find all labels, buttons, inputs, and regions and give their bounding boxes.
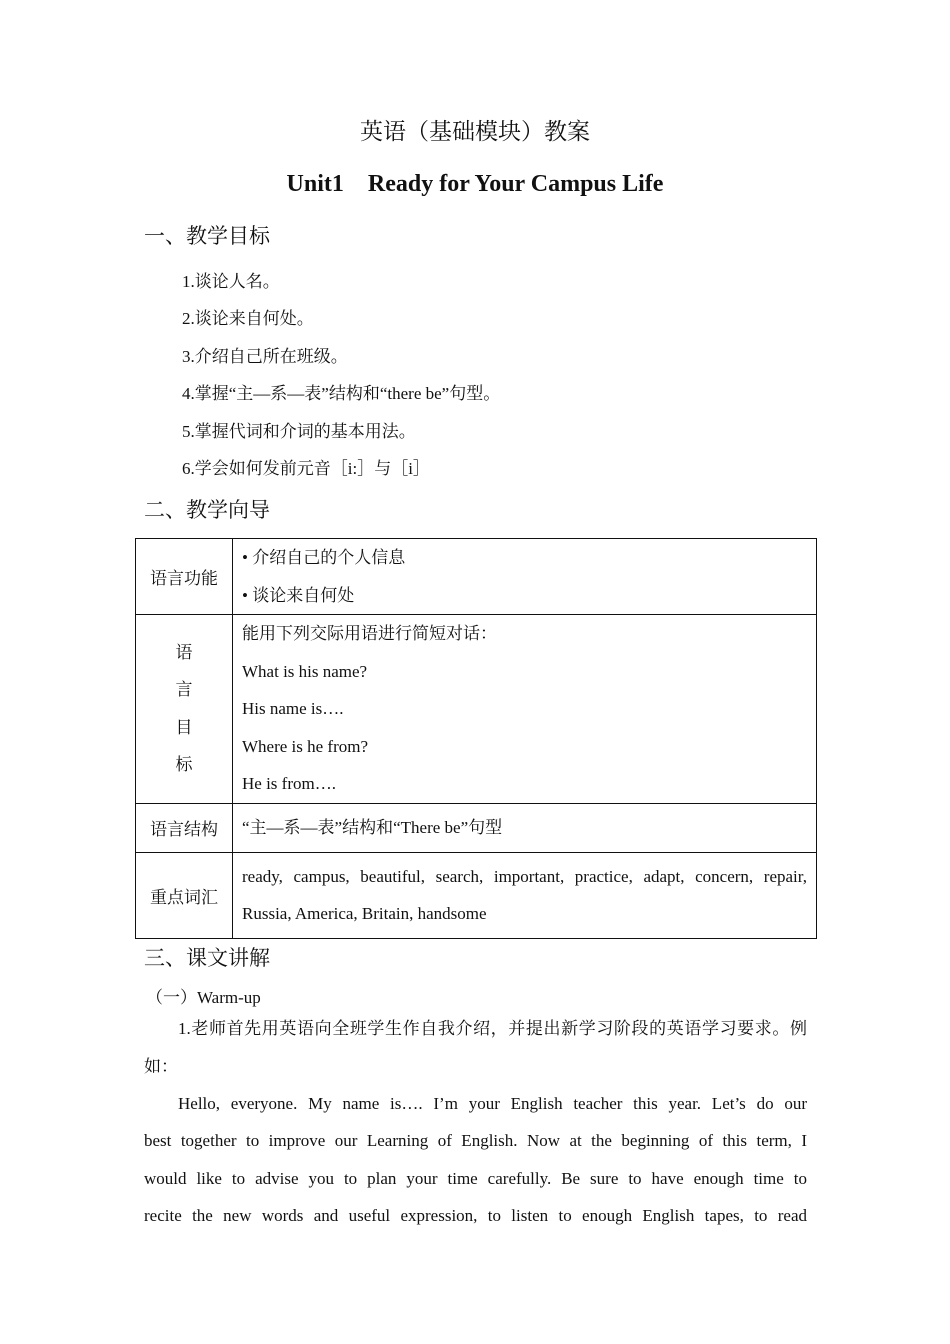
goal-label-char: 目 — [175, 717, 193, 737]
goal-line: He is from…. — [242, 774, 336, 793]
goal-label-char: 言 — [175, 680, 193, 700]
sub-heading-warmup: （一）Warm-up — [146, 988, 261, 1007]
table-row — [136, 539, 817, 615]
english-paragraph-line: would like to advise you to plan your time carefully. Be sure to have enough time to — [144, 1169, 807, 1188]
table-row — [136, 852, 817, 938]
objective-item: 3.介绍自己所在班级。 — [182, 347, 348, 366]
section-heading-objectives: 一、教学目标 — [144, 224, 270, 248]
vocab-label: 重点词汇 — [136, 852, 233, 938]
structure-content: “主—系—表”结构和“There be”句型 — [233, 803, 817, 852]
goal-label-char: 标 — [175, 755, 193, 775]
english-paragraph-line: recite the new words and useful expression, to listen to enough English tapes, to read — [144, 1206, 807, 1225]
teaching-guide-table — [135, 538, 817, 939]
function-item: • 介绍自己的个人信息 — [242, 548, 406, 567]
objective-item: 1.谈论人名。 — [182, 272, 280, 291]
vocab-content: ready, campus, beautiful, search, important, practice, adapt, concern, repair, Russia, America, Britain, handsome — [233, 852, 817, 938]
english-paragraph-line: best together to improve our Learning of English. Now at the beginning of this term, I — [144, 1131, 807, 1150]
objective-item: 4.掌握“主—系—表”结构和“there be”句型。 — [182, 384, 501, 403]
goal-line: Where is he from? — [242, 736, 369, 756]
structure-label: 语言结构 — [136, 803, 233, 852]
table-row — [136, 615, 817, 804]
function-content — [233, 539, 817, 615]
goal-label — [136, 615, 233, 804]
objective-item: 2.谈论来自何处。 — [182, 309, 314, 328]
goal-line: His name is…. — [242, 699, 344, 718]
objective-item: 5.掌握代词和介词的基本用法。 — [182, 422, 416, 441]
objective-item: 6.学会如何发前元音［i:］与［i］ — [182, 459, 430, 478]
function-label: 语言功能 — [136, 539, 233, 615]
section-heading-guide: 二、教学向导 — [144, 498, 270, 522]
function-item: • 谈论来自何处 — [242, 585, 355, 605]
goal-line: What is his name? — [242, 661, 368, 681]
document-title: 英语（基础模块）教案 — [360, 119, 590, 144]
goal-label-char: 语 — [175, 642, 193, 662]
english-paragraph-line: Hello, everyone. My name is…. I’m your English teacher this year. Let’s do our — [178, 1094, 807, 1113]
table-row — [136, 803, 817, 852]
goal-line: 能用下列交际用语进行简短对话： — [242, 624, 497, 643]
goal-content — [233, 615, 817, 804]
warmup-paragraph: 1.老师首先用英语向全班学生作自我介绍，并提出新学习阶段的英语学习要求。例如： — [144, 1019, 807, 1076]
section-heading-lesson: 三、课文讲解 — [144, 946, 270, 970]
unit-title: Unit1 Ready for Your Campus Life — [286, 171, 664, 197]
